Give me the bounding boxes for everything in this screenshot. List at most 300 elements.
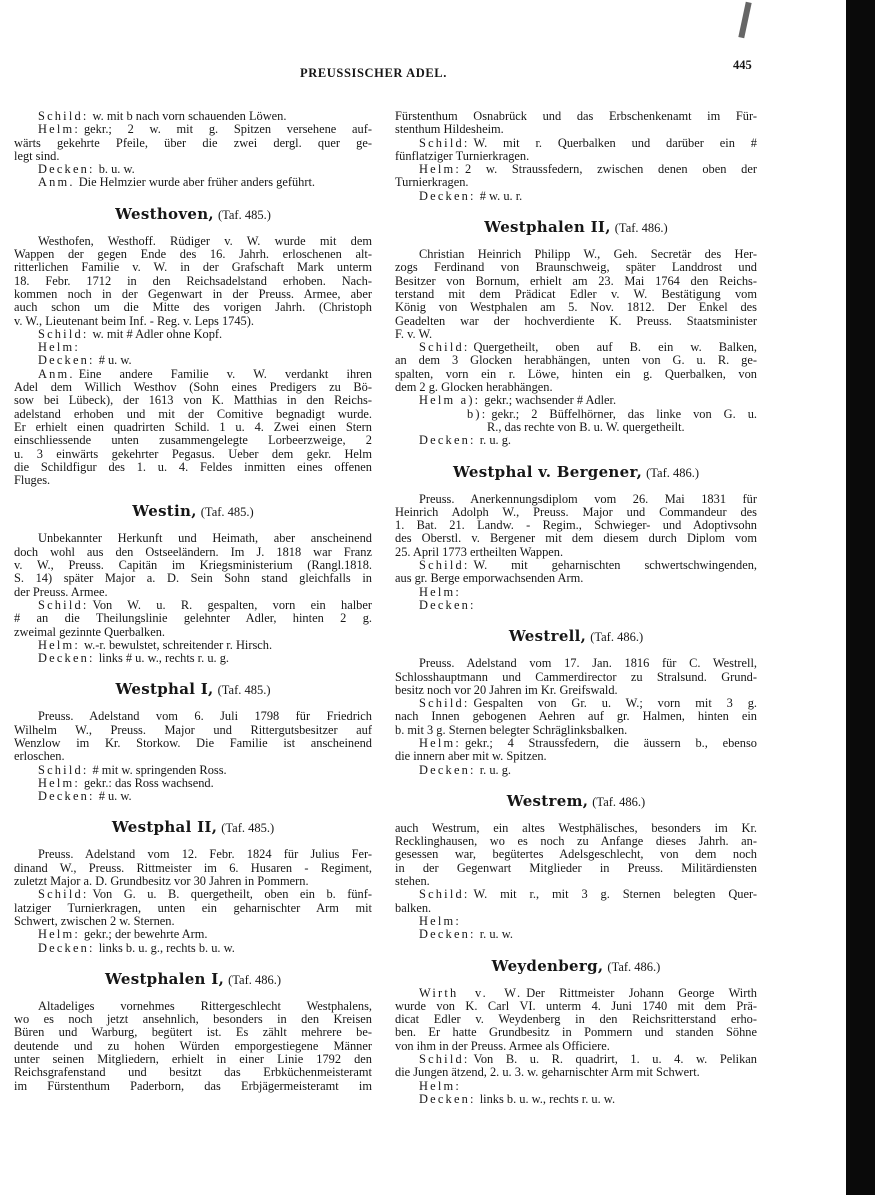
text-line xyxy=(14,354,372,367)
line-text: zogs Ferdinand von Braunschweig, später Landdrost und xyxy=(395,260,757,275)
entry-heading xyxy=(395,627,757,646)
line-text: # mit w. springenden Ross. xyxy=(92,762,227,777)
text-line xyxy=(395,354,757,367)
text-line xyxy=(14,328,372,341)
text-line xyxy=(395,586,757,599)
text-line xyxy=(395,315,757,328)
line-text: Wilhelm W., Preuss. Major und Rittergutsbesitzer auf xyxy=(14,722,372,737)
blazon-paragraph xyxy=(14,764,372,777)
line-text: gekr.; wachsender # Adler. xyxy=(484,393,617,408)
text-line xyxy=(14,888,372,901)
line-text: v. W., Preuss. Capitän im Kriegsministerium (Rangl.1818. xyxy=(14,558,372,573)
text-line xyxy=(14,848,372,861)
text-line xyxy=(14,123,372,136)
blazon-paragraph xyxy=(14,639,372,652)
text-line xyxy=(395,190,757,203)
line-text: Von B. u. R. quadrirt, 1. u. 4. w. Pelikan xyxy=(473,1052,757,1067)
line-text: kommen noch in der Gegenwart in der Preuss. Armee, aber xyxy=(14,286,372,301)
line-text: erloschen. xyxy=(14,749,65,764)
plate-reference: (Taf. 485.) xyxy=(217,207,271,222)
text-paragraph xyxy=(395,822,757,888)
field-label: Schild: xyxy=(419,135,470,150)
line-text: gekr.; 2 w. mit g. Spitzen versehene auf- xyxy=(83,122,372,137)
entry-heading xyxy=(395,463,757,482)
entry-heading xyxy=(395,792,757,811)
text-line xyxy=(395,532,757,545)
text-line xyxy=(14,764,372,777)
blazon-paragraph xyxy=(395,764,757,777)
blazon-paragraph xyxy=(14,928,372,941)
line-text: links b. u. g., rechts b. u. w. xyxy=(98,940,235,955)
text-line xyxy=(395,559,757,572)
text-line xyxy=(14,1066,372,1079)
blazon-paragraph xyxy=(395,341,757,394)
line-text: Schwert, zwischen 2 w. Sternen. xyxy=(14,913,175,928)
line-text: aus gr. Berge emporwachsenden Arm. xyxy=(395,571,584,586)
field-label: Schild: xyxy=(419,340,470,355)
line-text: latziger Turnierkragen, unten ein geharnischter Arm mit xyxy=(14,900,372,915)
field-label: b): xyxy=(467,406,488,421)
blazon-paragraph xyxy=(14,599,372,639)
blazon-paragraph xyxy=(14,888,372,928)
field-label: Schild: xyxy=(419,887,470,902)
right-column xyxy=(395,110,757,1106)
text-paragraph xyxy=(14,1000,372,1093)
entry-heading xyxy=(14,502,372,521)
line-text: Altadeliges vornehmes Rittergeschlecht Westphalens, xyxy=(38,998,372,1013)
text-line xyxy=(14,394,372,407)
field-label: Decken: xyxy=(38,162,95,177)
family-name: Westhoven, xyxy=(115,204,214,223)
field-label: Helm: xyxy=(38,340,80,355)
line-text: b. u. w. xyxy=(98,162,135,177)
line-text: Er erhielt einen quadrirten Schild. 1 u. 4. Zwei einen Stern xyxy=(14,419,372,434)
blazon-paragraph xyxy=(395,408,757,435)
line-text: balken. xyxy=(395,900,432,915)
text-line xyxy=(14,572,372,585)
field-label: Helm a): xyxy=(419,393,481,408)
field-label: Decken: xyxy=(419,188,476,203)
blazon-paragraph xyxy=(14,942,372,955)
text-line xyxy=(395,137,757,150)
text-line xyxy=(395,1066,757,1079)
text-line xyxy=(395,764,757,777)
line-text: Reichsgrafenstand und besitzt das Erbküchenmeisteramt xyxy=(14,1065,372,1080)
line-text: legt sind. xyxy=(14,148,60,163)
text-line xyxy=(395,987,757,1000)
plate-reference: (Taf. 485.) xyxy=(221,821,275,836)
line-text: Quergetheilt, oben auf B. ein w. Balken, xyxy=(473,340,757,355)
line-text: Recklinghausen, wo es noch zu Anfange dieses Jahrh. an- xyxy=(395,834,757,849)
line-text: Wenzlow im Kr. Storkow. Die Familie ist anscheinend xyxy=(14,735,372,750)
text-line xyxy=(395,862,757,875)
blazon-paragraph xyxy=(14,123,372,163)
line-text: u. 3 einwärts gekehrter Pegasus. Ueber dem gekr. Helm xyxy=(14,446,372,461)
text-paragraph xyxy=(14,235,372,328)
line-text: Preuss. Anerkennungsdiplom vom 26. Mai 1831 für xyxy=(419,491,757,506)
line-text: besitz noch vor 20 Jahren im Kr. Greifswald. xyxy=(395,682,618,697)
field-label: Helm: xyxy=(38,122,80,137)
line-text: W. mit geharnischten schwertschwingenden, xyxy=(473,558,757,573)
text-line xyxy=(14,532,372,545)
blazon-paragraph xyxy=(14,163,372,176)
entry-heading xyxy=(14,818,372,837)
line-text: einschliessende unten zusammengelegte Lorbeerzweige, 2 xyxy=(14,433,372,448)
entry-heading xyxy=(14,205,372,224)
blazon-paragraph xyxy=(14,354,372,367)
blazon-paragraph xyxy=(14,110,372,123)
text-line xyxy=(395,275,757,288)
line-text: zweimal gezinnte Querbalken. xyxy=(14,624,166,639)
line-text: ben. Er hatte Grundbesitz in Pommern und standen Söhne xyxy=(395,1025,757,1040)
line-text: gesessen war, begütertes Adelsgeschlecht, von dem noch xyxy=(395,847,757,862)
text-line xyxy=(395,421,757,434)
text-paragraph xyxy=(395,493,757,559)
text-line xyxy=(14,710,372,723)
field-label: Helm: xyxy=(419,1078,461,1093)
text-line xyxy=(395,408,757,421)
text-line xyxy=(395,123,757,136)
text-paragraph xyxy=(395,248,757,341)
text-line xyxy=(14,942,372,955)
text-line xyxy=(14,1000,372,1013)
plate-reference: (Taf. 486.) xyxy=(607,959,661,974)
text-line xyxy=(14,248,372,261)
text-line xyxy=(395,1093,757,1106)
line-text: Gespalten von Gr. u. W.; vorn mit 3 g. xyxy=(473,696,757,711)
field-label: Helm: xyxy=(38,637,80,652)
plate-reference: (Taf. 486.) xyxy=(592,794,646,809)
line-text: wurde von K. Carl VI. unterm 4. Juni 1740 mit dem Prä- xyxy=(395,998,757,1013)
text-line xyxy=(395,848,757,861)
field-label: Decken: xyxy=(38,789,95,804)
line-text: Die Helmzier wurde aber früher anders geführt. xyxy=(78,175,316,190)
text-line xyxy=(14,902,372,915)
line-text: die Schildfigur des 1. u. 4. Feldes inmitten eines offenen xyxy=(14,459,372,474)
line-text: Büren und Warburg, begütert ist. Es zählt mehrere be- xyxy=(14,1025,372,1040)
line-text: an dem 3 Glocken herabhängen, unten von G. u. R. ge- xyxy=(395,353,757,368)
text-line xyxy=(14,341,372,354)
entry-heading xyxy=(395,218,757,237)
family-name: Weydenberg, xyxy=(491,956,604,975)
line-text: von ihm in der Preuss. Armee als Officiere. xyxy=(395,1038,610,1053)
blazon-paragraph xyxy=(395,1080,757,1093)
plate-reference: (Taf. 486.) xyxy=(590,630,644,645)
text-line xyxy=(14,790,372,803)
line-text: gekr.; 4 Straussfedern, die äussern b., ebenso xyxy=(464,735,757,750)
field-label: Schild: xyxy=(419,558,470,573)
text-line xyxy=(395,915,757,928)
text-line xyxy=(395,301,757,314)
plate-reference: (Taf. 485.) xyxy=(200,505,254,520)
line-text: der Preuss. Armee. xyxy=(14,584,108,599)
plate-reference: (Taf. 485.) xyxy=(217,683,271,698)
text-line xyxy=(14,461,372,474)
blazon-paragraph xyxy=(14,777,372,790)
scan-border-edge xyxy=(846,0,875,1195)
plate-reference: (Taf. 486.) xyxy=(614,221,668,236)
field-label: Decken: xyxy=(419,762,476,777)
field-label: Decken: xyxy=(38,651,95,666)
text-line xyxy=(14,915,372,928)
line-text: Preuss. Adelstand vom 17. Jan. 1816 für C. Westrell, xyxy=(419,656,757,671)
line-text: r. u. g. xyxy=(479,433,512,448)
line-text: Westhofen, Westhoff. Rüdiger v. W. wurde mit dem xyxy=(38,233,372,248)
field-label: Helm: xyxy=(419,913,461,928)
text-line xyxy=(14,639,372,652)
text-line xyxy=(14,546,372,559)
blazon-paragraph xyxy=(395,888,757,915)
text-line xyxy=(14,137,372,150)
text-line xyxy=(14,1053,372,1066)
text-line xyxy=(395,394,757,407)
text-line xyxy=(395,1040,757,1053)
line-text: Heinrich Adolph W., Preuss. Major und Commandeur des xyxy=(395,504,757,519)
family-name: Westphal II, xyxy=(111,818,218,837)
text-paragraph xyxy=(395,657,757,697)
line-text: Geadelten war der hochverdiente K. Preuss. Staatsminister xyxy=(395,313,757,328)
blazon-paragraph xyxy=(395,586,757,599)
line-text: Turnierkragen. xyxy=(395,175,469,190)
line-text: adelstand erhoben und mit der Comitive begnadigt wurde. xyxy=(14,406,372,421)
field-label: Wirth v. W. xyxy=(419,985,523,1000)
blazon-paragraph xyxy=(395,1053,757,1080)
line-text: ritterlichen Familie v. W. in der Grafschaft Mark unterm xyxy=(14,260,372,275)
line-text: 25. April 1773 ertheilten Wappen. xyxy=(395,544,564,559)
text-line xyxy=(395,288,757,301)
text-line xyxy=(395,599,757,612)
family-name: Westphalen II, xyxy=(484,218,611,237)
line-text: Preuss. Adelstand vom 6. Juli 1798 für Friedrich xyxy=(38,709,372,724)
line-text: nach Innen gebogenen Aehren auf gr. Halmen, hinten ein xyxy=(395,709,757,724)
text-line xyxy=(14,448,372,461)
family-name: Westrem, xyxy=(506,791,589,810)
text-line xyxy=(395,671,757,684)
line-text: 2 w. Straussfedern, zwischen denen oben der xyxy=(464,162,757,177)
text-line xyxy=(395,434,757,447)
field-label: Schild: xyxy=(38,597,89,612)
text-line xyxy=(395,381,757,394)
line-text: F. v. W. xyxy=(395,326,433,341)
blazon-paragraph xyxy=(395,915,757,928)
field-label: Schild: xyxy=(38,109,89,123)
blazon-paragraph xyxy=(14,176,372,189)
text-line xyxy=(395,1053,757,1066)
field-label: Schild: xyxy=(419,696,470,711)
text-paragraph xyxy=(14,848,372,888)
text-line xyxy=(14,261,372,274)
line-text: gekr.; 2 Büffelhörner, das linke von G. u. xyxy=(491,406,757,421)
text-line xyxy=(395,368,757,381)
text-line xyxy=(14,599,372,612)
family-name: Westrell, xyxy=(508,627,587,646)
field-label: Decken: xyxy=(419,433,476,448)
text-line xyxy=(395,710,757,723)
text-line xyxy=(14,176,372,189)
blazon-paragraph xyxy=(395,1093,757,1106)
line-text: S. 14) später Major a. D. Sein Sohn stand gleichfalls in xyxy=(14,571,372,586)
family-name: Westphal I, xyxy=(115,680,214,699)
blazon-paragraph xyxy=(395,559,757,586)
text-line xyxy=(14,750,372,763)
line-text: terstand mit dem Prädicat Edler v. W. Bestätigung vom xyxy=(395,286,757,301)
text-line xyxy=(395,822,757,835)
blazon-paragraph xyxy=(395,163,757,190)
blazon-paragraph xyxy=(14,328,372,341)
line-text: fünflatziger Turnierkragen. xyxy=(395,148,530,163)
field-label: Decken: xyxy=(419,927,476,942)
line-text: w.-r. bewulstet, schreitender r. Hirsch. xyxy=(83,637,273,652)
line-text: unter seinen Mitgliedern, erhielt in einer Linie 1792 den xyxy=(14,1052,372,1067)
text-line xyxy=(395,248,757,261)
text-line xyxy=(395,684,757,697)
blazon-paragraph xyxy=(14,652,372,665)
line-text: in der Gegenwart Mitglieder in Preuss. Militärdiensten xyxy=(395,860,757,875)
text-line xyxy=(14,408,372,421)
line-text: Fluges. xyxy=(14,473,51,488)
text-line xyxy=(14,928,372,941)
line-text: r. u. g. xyxy=(479,762,512,777)
line-text: wo es noch jetzt ansehnlich, besonders in den Kreisen xyxy=(14,1012,372,1027)
text-line xyxy=(14,724,372,737)
line-text: W. mit r., mit 3 g. Sternen belegten Quer- xyxy=(473,887,757,902)
blazon-paragraph xyxy=(395,190,757,203)
text-line xyxy=(395,341,757,354)
line-text: gekr.: das Ross wachsend. xyxy=(83,775,214,790)
blazon-paragraph xyxy=(395,394,757,407)
text-line xyxy=(14,737,372,750)
text-line xyxy=(14,559,372,572)
text-line xyxy=(395,835,757,848)
text-line xyxy=(395,150,757,163)
line-text: # u. w. xyxy=(98,353,132,368)
line-text: Von W. u. R. gespalten, vorn ein halber xyxy=(92,597,372,612)
field-label: Schild: xyxy=(38,762,89,777)
text-line xyxy=(14,235,372,248)
blazon-paragraph xyxy=(395,697,757,737)
line-text: Adel dem Willich Westhov (Sohn eines Predigers zu Bö- xyxy=(14,380,372,395)
text-line xyxy=(395,1000,757,1013)
field-label: Schild: xyxy=(38,326,89,341)
text-paragraph xyxy=(395,110,757,137)
text-line xyxy=(14,315,372,328)
line-text: Schlosshauptmann und Cammerdirector zu Stralsund. Grund- xyxy=(395,669,757,684)
line-text: # w. u. r. xyxy=(479,188,523,203)
line-text: 1. Bat. 21. Landw. - Regim., Schwieger- und Adoptivsohn xyxy=(395,518,757,533)
field-label: Decken: xyxy=(38,940,95,955)
text-line xyxy=(14,301,372,314)
line-text: deutende und zu hohen Würden emporgestiegene Männer xyxy=(14,1038,372,1053)
line-text: gekr.; der bewehrte Arm. xyxy=(83,927,208,942)
text-line xyxy=(395,1026,757,1039)
line-text: dicat Edler v. Weydenberg in den Reichsritterstand erho- xyxy=(395,1012,757,1027)
line-text: links b. u. w., rechts r. u. w. xyxy=(479,1091,616,1106)
text-line xyxy=(395,110,757,123)
field-label: Schild: xyxy=(38,887,89,902)
text-line xyxy=(14,288,372,301)
text-line xyxy=(395,1013,757,1026)
text-paragraph xyxy=(14,710,372,763)
line-text: zuletzt Major a. D. Grundbesitz vor 30 Jahren in Pommern. xyxy=(14,874,309,889)
field-label: Decken: xyxy=(419,597,476,612)
field-label: Anm. xyxy=(38,175,75,190)
line-text: stenthum Hildesheim. xyxy=(395,122,504,137)
line-text: 18. Febr. 1712 in den Reichsadelstand erhoben. Nach- xyxy=(14,273,372,288)
line-text: auch schon um die Mitte des vorigen Jahrh. (Christoph xyxy=(14,300,372,315)
text-line xyxy=(14,1040,372,1053)
line-text: r. u. w. xyxy=(479,927,513,942)
text-line xyxy=(395,328,757,341)
blazon-paragraph xyxy=(395,987,757,1053)
family-name: Westin, xyxy=(132,502,197,521)
line-text: die Jungen ätzend, 2. u. 3. w. geharnischter Arm mit Schwert. xyxy=(395,1065,700,1080)
line-text: doch wohl aus den Ostseeländern. Im J. 1818 war Franz xyxy=(14,544,372,559)
line-text: spalten, vorn ein r. Löwe, hinten ein g. Querbalken, von xyxy=(395,366,757,381)
text-line xyxy=(395,546,757,559)
text-line xyxy=(14,1080,372,1093)
line-text: w. mit b nach vorn schauenden Löwen. xyxy=(92,109,287,123)
text-line xyxy=(395,506,757,519)
blazon-paragraph xyxy=(395,928,757,941)
text-line xyxy=(14,421,372,434)
line-text: Besitzer von Bornum, erhielt am 23. Mai 1764 den Reichs- xyxy=(395,273,757,288)
line-text: dem 2 g. Glocken herabhängen. xyxy=(395,380,553,395)
entry-heading xyxy=(14,680,372,699)
text-line xyxy=(14,163,372,176)
text-line xyxy=(14,381,372,394)
text-line xyxy=(395,572,757,585)
text-line xyxy=(14,626,372,639)
text-line xyxy=(14,652,372,665)
line-text: Unbekannter Herkunft und Heimath, aber anscheinend xyxy=(38,531,372,546)
text-line xyxy=(395,1080,757,1093)
field-label: Decken: xyxy=(38,353,95,368)
text-line xyxy=(395,657,757,670)
line-text: im Fürstenthum Paderborn, das Erbjägermeisteramt im xyxy=(14,1078,372,1093)
blazon-paragraph xyxy=(395,137,757,164)
text-line xyxy=(395,163,757,176)
line-text: König von Westphalen am 5. Nov. 1812. Der Enkel des xyxy=(395,300,757,315)
text-line xyxy=(14,875,372,888)
text-line xyxy=(14,110,372,123)
line-text: # an die Theilungslinie gelehnter Adler, hinten 2 g. xyxy=(14,611,372,626)
text-line xyxy=(14,368,372,381)
text-line xyxy=(395,724,757,737)
text-line xyxy=(395,261,757,274)
text-line xyxy=(395,493,757,506)
text-line xyxy=(395,875,757,888)
text-line xyxy=(14,150,372,163)
text-line xyxy=(395,519,757,532)
field-label: Helm: xyxy=(419,735,461,750)
line-text: W. mit r. Querbalken und darüber ein # xyxy=(473,135,757,150)
text-line xyxy=(14,474,372,487)
line-text: v. W., Lieutenant beim Inf. - Reg. v. Leps 1745). xyxy=(14,313,254,328)
line-text: Wappen der gegen Ende des 16. Jahrh. erloschenen alt- xyxy=(14,247,372,262)
text-line xyxy=(395,176,757,189)
left-column xyxy=(14,110,372,1093)
blazon-paragraph xyxy=(395,737,757,764)
line-text: die innern aber mit w. Spitzen. xyxy=(395,749,547,764)
blazon-paragraph xyxy=(14,790,372,803)
text-line xyxy=(14,586,372,599)
text-line xyxy=(14,434,372,447)
line-text: sow bei Lübeck), der 1613 von K. Matthias in den Reichs- xyxy=(14,393,372,408)
text-line xyxy=(395,888,757,901)
page-number: 445 xyxy=(733,58,752,72)
line-text: b. mit 3 g. Sternen belegter Schräglinksbalken. xyxy=(395,722,628,737)
text-line xyxy=(14,777,372,790)
